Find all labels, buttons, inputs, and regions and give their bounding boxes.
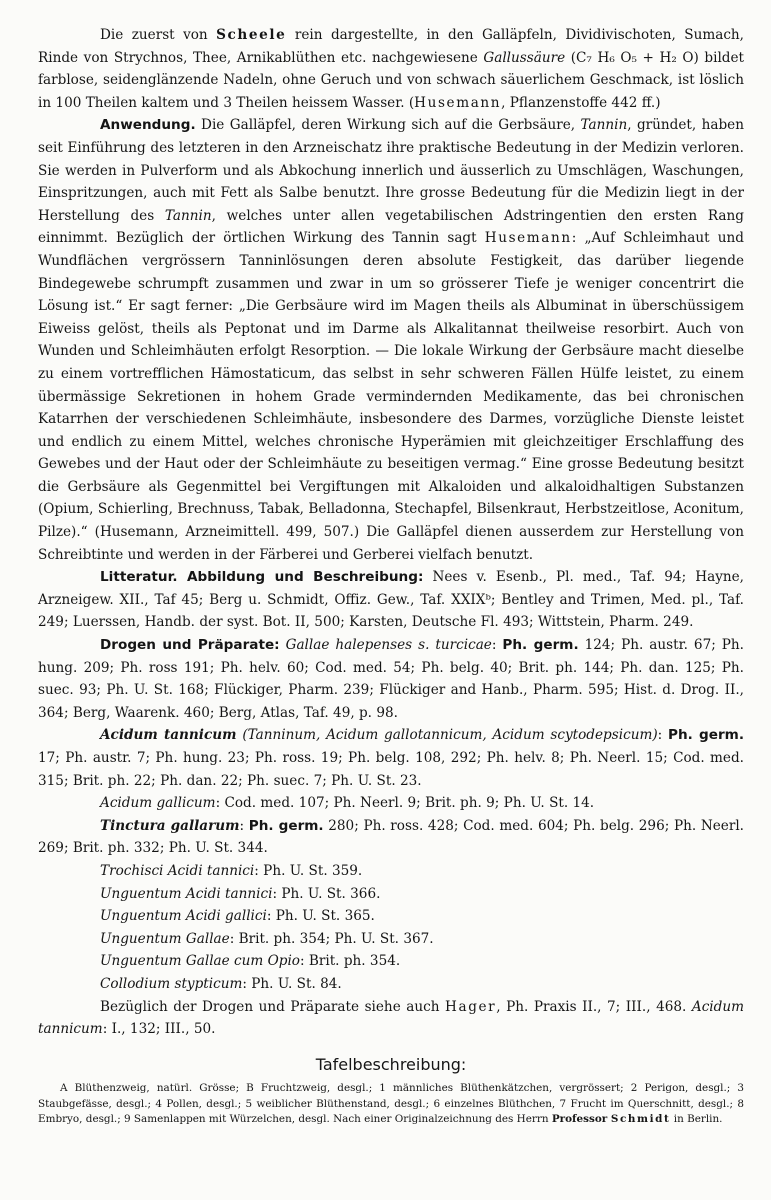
term: Gallussäure: [483, 49, 566, 66]
preparation-entry: [38, 792, 744, 815]
text: : I., 132; III., 50.: [102, 1021, 216, 1038]
pharmacopoeia-ref: Ph. germ.: [668, 727, 744, 744]
text: : Ph. U. St. 84.: [242, 975, 342, 992]
paragraph-tannic-acid: [38, 724, 744, 792]
drug-synonyms: (Tanninum, Acidum gallotannicum, Acidum scytodepsicum): [236, 727, 658, 744]
text: :: [657, 727, 669, 744]
text: Die zuerst von: [100, 27, 217, 43]
drug-name: Unguentum Gallae cum Opio: [100, 953, 300, 970]
text: Professor: [551, 1113, 611, 1126]
drug-name: Trochisci Acidi tannici: [100, 862, 255, 879]
drug-name: Unguentum Gallae: [100, 930, 230, 947]
text: : Ph. U. St. 365.: [266, 908, 375, 925]
text: 280; Ph. ross. 428; Cod. med. 604; Ph. belg. 296; Ph. Neerl. 269; Brit. ph. 332; Ph. U. St. 344.: [38, 817, 744, 857]
preparation-entry: [38, 973, 744, 996]
paragraph-gallic-acid: [38, 24, 744, 114]
drug-name: Gallae halepenses s. turcicae: [279, 637, 492, 654]
drug-name: Tinctura gallarum: [100, 817, 240, 834]
term: Tannin: [164, 207, 212, 224]
section-heading: Anwendung.: [100, 117, 196, 134]
author-name: Schmidt: [610, 1113, 671, 1126]
drug-name: Acidum tannicum: [100, 727, 237, 744]
paragraph-see-also: [38, 996, 744, 1041]
drug-name: Unguentum Acidi tannici: [100, 885, 273, 902]
text: Bezüglich der Drogen und Präparate siehe auch: [100, 998, 446, 1015]
section-heading: Litteratur.: [100, 569, 178, 586]
paragraph-tincture: [38, 815, 744, 860]
drug-name: Acidum tannicum: [38, 998, 744, 1038]
preparation-entry: [38, 928, 744, 951]
text: Nees v. Esenb., Pl. med., Taf. 94; Hayne, Arzneigew. XII., Taf 45; Berg u. Schmidt, Offiz. Gew., Taf. XXIXᵇ; Bentley and Trimen, Med. pl., Taf. 249; Luerssen, Handb. der syst. Bot. II, 500; Karsten, Deutsche Fl. 493; Wittstein, Pharm. 249.: [38, 569, 744, 631]
preparation-entry: [38, 905, 744, 928]
text: , welches unter allen vegetabilischen Adstringentien den ersten Rang einnimmt. Bezüglich der örtlichen Wirkung des Tannin sagt: [38, 207, 744, 247]
preparation-entry: [38, 883, 744, 906]
text-column: [38, 24, 744, 1128]
text: Die Galläpfel, deren Wirkung sich auf die Gerbsäure,: [195, 117, 581, 134]
author-name: Husemann: [484, 230, 572, 247]
text: : Cod. med. 107; Ph. Neerl. 9; Brit. ph. 9; Ph. U. St. 14.: [215, 795, 595, 812]
text: rein dargestellte, in den Galläpfeln, Dividivischoten, Sumach, Rinde von Strychnos, Thee, Arnikablüthen etc. nachgewiesene: [38, 27, 745, 66]
preparation-entry: [38, 860, 744, 883]
author-name: Husemann: [414, 94, 502, 111]
formula: (C₇ H₆ O₅ + H₂ O): [565, 49, 699, 66]
text: 17; Ph. austr. 7; Ph. hung. 23; Ph. ross. 19; Ph. belg. 108, 292; Ph. helv. 8; Ph. Neerl. 15; Cod. med. 315; Brit. ph. 22; Ph. dan. 22; Ph. suec. 7; Ph. U. St. 23.: [38, 750, 744, 789]
text: , gründet, haben seit Einführung des letzteren in den Arzneischatz ihre praktische Bedeutung in der Medizin verloren. Sie werden in Pulverform und als Abkochung innerlich und äusserlich zu Umschlägen, Waschungen, Einspritzungen, auch mit Fett als Salbe benutzt. Ihre grosse Bedeutung für die Medizin liegt in der Herstellung des: [38, 117, 744, 224]
drug-name: Acidum gallicum: [100, 795, 216, 812]
plate-legend: [38, 1081, 744, 1128]
author-name: Hager: [445, 998, 497, 1015]
text: A Blüthenzweig, natürl. Grösse; B Fruchtzweig, desgl.; 1 männliches Blüthenkätzchen, vergrössert; 2 Perigon, desgl.; 3 Staubgefässe, desgl.; 4 Pollen, desgl.; 5 weiblicher Blüthenstand, desgl.; 6 einzelnes Blüthchen, 7 Frucht im Querschnitt, desgl.; 8 Embryo, desgl.; 9 Samenlappen mit Würzelchen, desgl. Nach einer Originalzeichnung des Herrn: [38, 1081, 744, 1126]
drug-name: Unguentum Acidi gallici: [100, 908, 267, 925]
plate-description-title: Tafelbeschreibung:: [315, 1054, 467, 1074]
section-subheading: Abbildung und Beschreibung:: [177, 569, 424, 586]
author-name: Scheele: [216, 27, 287, 43]
text: in Berlin.: [670, 1113, 723, 1126]
pharmacopoeia-ref: Ph. germ.: [248, 817, 324, 834]
term: Tannin: [580, 117, 628, 134]
text: :: [239, 817, 249, 834]
preparation-entry: [38, 950, 744, 973]
pharmacopoeia-ref: Ph. germ.: [502, 637, 579, 654]
text: : Brit. ph. 354; Ph. U. St. 367.: [229, 930, 434, 947]
text: :: [491, 637, 503, 654]
text: , Pflanzenstoffe 442 ff.): [501, 94, 661, 111]
text: , Ph. Praxis II., 7; III., 468.: [496, 998, 692, 1015]
text: : Ph. U. St. 366.: [272, 885, 381, 902]
text: : Ph. U. St. 359.: [254, 862, 363, 879]
text: : „Auf Schleimhaut und Wundflächen vergrössern Tanninlösungen deren absolute Festigkeit, das darüber liegende Bindegewebe schrumpft zusammen und zwar in um so grösserer Tiefe je weniger concentrirt die Lösung ist.“ Er sagt ferner: „Die Gerbsäure wird im Magen theils als Albuminat in überschüssigem Eiweiss gelöst, theils als Peptonat und im Darme als Alkalitannat theilweise resorbirt. Auch von Wunden und Schleimhäuten erfolgt Resorption. — Die lokale Wirkung der Gerbsäure macht dieselbe zu einem vortrefflichen Hämostaticum, das selbst in sehr schweren Fällen Hülfe leistet, zu einem übermässige Sekretionen in hohem Grade vermindernden Medikamente, das bei chronischen Katarrhen der verschiedenen Schleimhäute, insbesondere des Darmes, vorzügliche Dienste leistet und endlich zu einem Mittel, welches chronische Hyperämien mit gleichzeitiger Erschlaffung des Gewebes und der Haut oder der Schleimhäute zu beseitigen vermag.“ Eine grosse Bedeutung besitzt die Gerbsäure als Gegenmittel bei Vergiftungen mit Alkaloiden und alkaloidhaltigen Substanzen (Opium, Schierling, Brechnuss, Tabak, Belladonna, Stechapfel, Bilsenkraut, Herbstzeitlose, Aconitum, Pilze).“ (Husemann, Arzneimittell. 499, 507.) Die Galläpfel dienen ausserdem zur Herstellung von Schreibtinte und werden in der Färberei und Gerberei vielfach benutzt.: [38, 230, 744, 563]
paragraph-drugs: [38, 634, 744, 724]
text: : Brit. ph. 354.: [299, 953, 401, 970]
paragraph-application: [38, 114, 744, 566]
drug-name: Collodium stypticum: [100, 975, 243, 992]
text: bildet farblose, seidenglänzende Nadeln, ohne Geruch und von schwach säuerlichem Geschmack, ist löslich in 100 Theilen kaltem und 3 Theilen heissem Wasser. (: [38, 49, 744, 111]
section-heading: Drogen und Präparate:: [100, 637, 280, 654]
text: 124; Ph. austr. 67; Ph. hung. 209; Ph. ross 191; Ph. helv. 60; Cod. med. 54; Ph. belg. 40; Brit. ph. 144; Ph. dan. 125; Ph. suec. 93; Ph. U. St. 168; Flückiger, Pharm. 239; Flückiger and Hanb., Pharm. 595; Hist. d. Drog. II., 364; Berg, Waarenk. 460; Berg, Atlas, Taf. 49, p. 98.: [38, 637, 744, 721]
paragraph-literature: [38, 566, 744, 634]
